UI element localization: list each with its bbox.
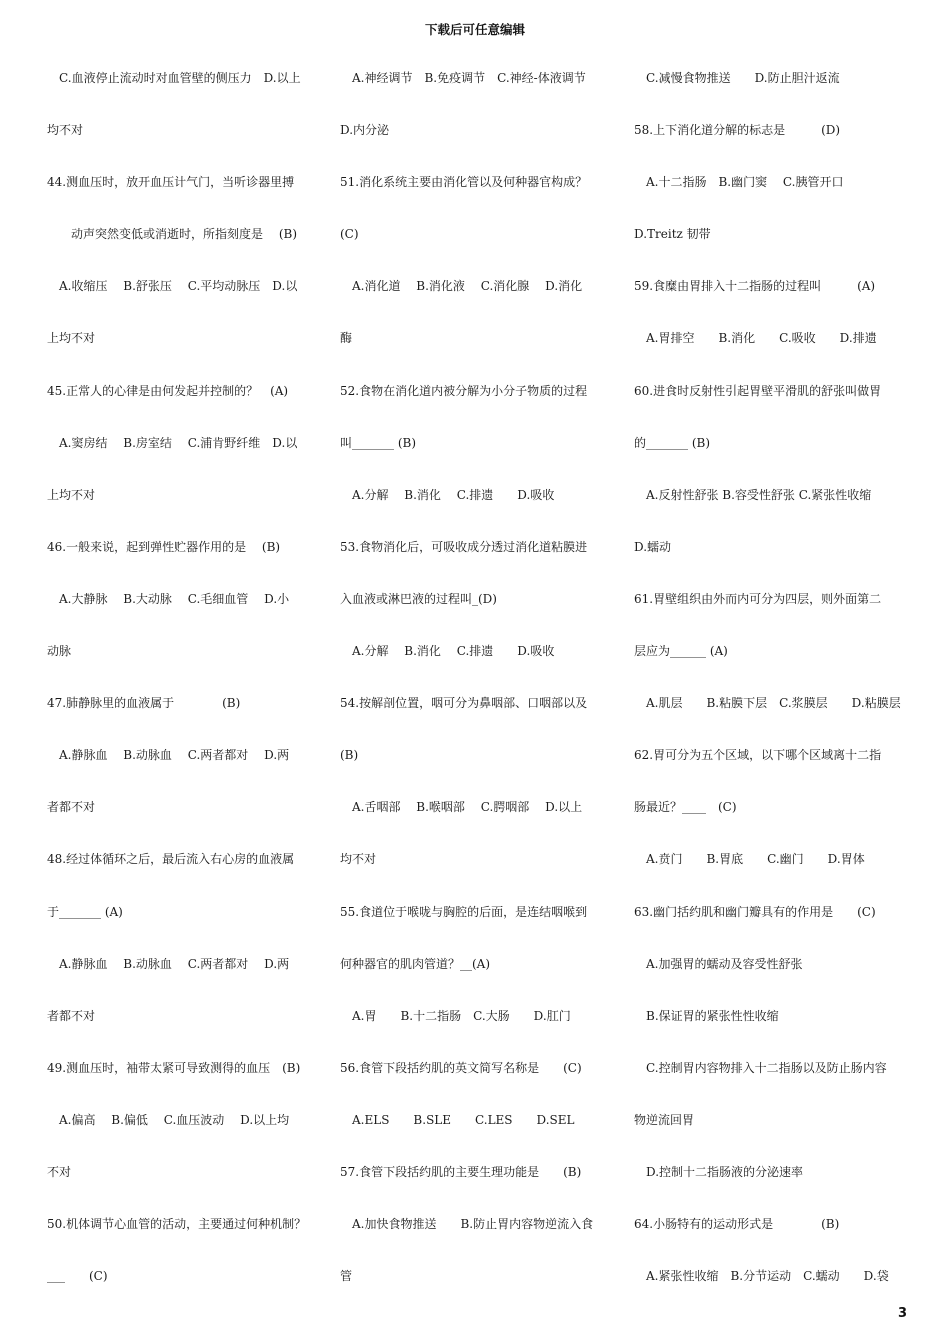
text-line: 45.正常人的心律是由何发起并控制的？ (A) <box>47 383 289 398</box>
text-line: 61.胃壁组织由外而内可分为四层，则外面第二 <box>634 591 882 606</box>
text-line: 60.进食时反射性引起胃壁平滑肌的舒张叫做胃 <box>634 383 882 398</box>
text-line: 肠最近？____ (C) <box>634 800 737 815</box>
text-line: B.保证胃的紧张性性收缩 <box>634 1008 779 1023</box>
text-line: 58.上下消化道分解的标志是 (D) <box>634 123 841 138</box>
text-line: 均不对 <box>340 852 377 867</box>
text-line: C.控制胃内容物排入十二指肠以及防止肠内容 <box>634 1060 887 1075</box>
text-line: 上均不对 <box>47 331 96 346</box>
text-line: C.减慢食物推送 D.防止胆汁返流 <box>634 71 840 85</box>
text-line: ___ (C) <box>47 1269 108 1284</box>
text-line: A.静脉血 B.动脉血 C.两者都对 D.两 <box>47 956 290 971</box>
text-line: 层应为______ (A) <box>634 644 728 659</box>
text-line: 54.按解剖位置，咽可分为鼻咽部、口咽部以及 <box>340 696 588 711</box>
text-line: 46.一般来说，起到弹性贮器作用的是 (B) <box>47 539 281 554</box>
text-line: D.内分泌 <box>340 123 390 138</box>
text-line: A.胃 B.十二指肠 C.大肠 D.肛门 <box>340 1008 571 1023</box>
text-line: 63.幽门括约肌和幽门瓣具有的作用是 (C) <box>634 904 876 919</box>
text-line: 56.食管下段括约肌的英文简写名称是 (C) <box>340 1060 582 1075</box>
text-line: A.收缩压 B.舒张压 C.平均动脉压 D.以 <box>47 279 298 294</box>
text-line: 动声突然变低或消逝时，所指刻度是 (B) <box>47 227 297 242</box>
text-line: A.分解 B.消化 C.排遗 D.吸收 <box>340 487 555 502</box>
text-line: 49.测血压时，袖带太紧可导致测得的血压 (B) <box>47 1060 301 1075</box>
text-line: A.大静脉 B.大动脉 C.毛细血管 D.小 <box>47 591 290 606</box>
column-middle <box>340 72 615 1322</box>
text-line: 上均不对 <box>47 487 96 502</box>
text-line: 何种器官的肌肉管道？__(A) <box>340 956 491 971</box>
text-line: D.控制十二指肠液的分泌速率 <box>634 1164 804 1179</box>
text-line: A.反射性舒张 B.容受性舒张 C.紧张性收缩 <box>634 487 872 502</box>
page-number: 3 <box>898 1306 908 1321</box>
text-line: (C) <box>340 227 359 242</box>
text-line: 不对 <box>47 1164 72 1179</box>
text-line: A.胃排空 B.消化 C.吸收 D.排遗 <box>634 331 877 346</box>
text-line: 64.小肠特有的运动形式是 (B) <box>634 1217 840 1232</box>
text-line: 48.经过体循环之后，最后流入右心房的血液属 <box>47 852 295 867</box>
text-line: 入血液或淋巴液的过程叫_(D) <box>340 591 497 606</box>
text-line: 于_______ (A) <box>47 904 123 919</box>
column-left <box>47 72 322 1322</box>
text-line: 者都不对 <box>47 1008 96 1023</box>
text-line: A.加强胃的蠕动及容受性舒张 <box>634 956 803 971</box>
text-line: 55.食道位于喉咙与胸腔的后面，是连结咽喉到 <box>340 904 588 919</box>
text-line: D.Treitz 韧带 <box>634 227 711 242</box>
text-line: 62.胃可分为五个区域，以下哪个区域离十二指 <box>634 748 882 763</box>
text-line: A.加快食物推送 B.防止胃内容物逆流入食 <box>340 1217 594 1232</box>
text-line: A.静脉血 B.动脉血 C.两者都对 D.两 <box>47 748 290 763</box>
text-line: A.窦房结 B.房室结 C.浦肯野纤维 D.以 <box>47 435 298 450</box>
text-line: A.紧张性收缩 B.分节运动 C.蠕动 D.袋 <box>634 1269 889 1284</box>
page-header: 下载后可任意编辑 <box>424 22 525 37</box>
text-line: A.消化道 B.消化液 C.消化腺 D.消化 <box>340 279 583 294</box>
text-line: A.分解 B.消化 C.排遗 D.吸收 <box>340 644 555 659</box>
text-line: 者都不对 <box>47 800 96 815</box>
text-line: 47.肺静脉里的血液属于 (B) <box>47 696 241 711</box>
text-line: A.ELS B.SLE C.LES D.SEL <box>340 1112 575 1127</box>
text-line: A.贲门 B.胃底 C.幽门 D.胃体 <box>634 852 865 867</box>
text-line: 酶 <box>340 331 353 346</box>
text-line: A.十二指肠 B.幽门窦 C.胰管开口 <box>634 175 844 190</box>
text-line: 动脉 <box>47 644 72 659</box>
text-line: 叫_______ (B) <box>340 435 416 450</box>
text-line: C.血液停止流动时对血管壁的侧压力 D.以上 <box>47 71 301 85</box>
text-line: 均不对 <box>47 123 84 138</box>
text-line: 53.食物消化后，可吸收成分透过消化道粘膜进 <box>340 539 588 554</box>
column-right <box>634 72 909 1322</box>
text-line: A.神经调节 B.免疫调节 C.神经-体液调节 <box>340 71 586 85</box>
text-line: 51.消化系统主要由消化管以及何种器官构成？ <box>340 175 588 190</box>
text-line: A.舌咽部 B.喉咽部 C.腭咽部 D.以上 <box>340 800 583 815</box>
text-line: (B) <box>340 748 359 763</box>
text-line: 的_______ (B) <box>634 435 710 450</box>
text-line: A.偏高 B.偏低 C.血压波动 D.以上均 <box>47 1112 290 1127</box>
text-line: 物逆流回胃 <box>634 1112 695 1127</box>
text-line: 44.测血压时，放开血压计气门，当听诊器里搏 <box>47 175 295 190</box>
text-line: 59.食糜由胃排入十二指肠的过程叫 (A) <box>634 279 876 294</box>
text-line: 57.食管下段括约肌的主要生理功能是 (B) <box>340 1164 582 1179</box>
text-line: 52.食物在消化道内被分解为小分子物质的过程 <box>340 383 588 398</box>
text-line: D.蠕动 <box>634 539 672 554</box>
text-line: 管 <box>340 1269 353 1284</box>
text-line: A.肌层 B.粘膜下层 C.浆膜层 D.粘膜层 <box>634 696 901 711</box>
text-line: 50.机体调节心血管的活动，主要通过何种机制？ <box>47 1217 307 1232</box>
